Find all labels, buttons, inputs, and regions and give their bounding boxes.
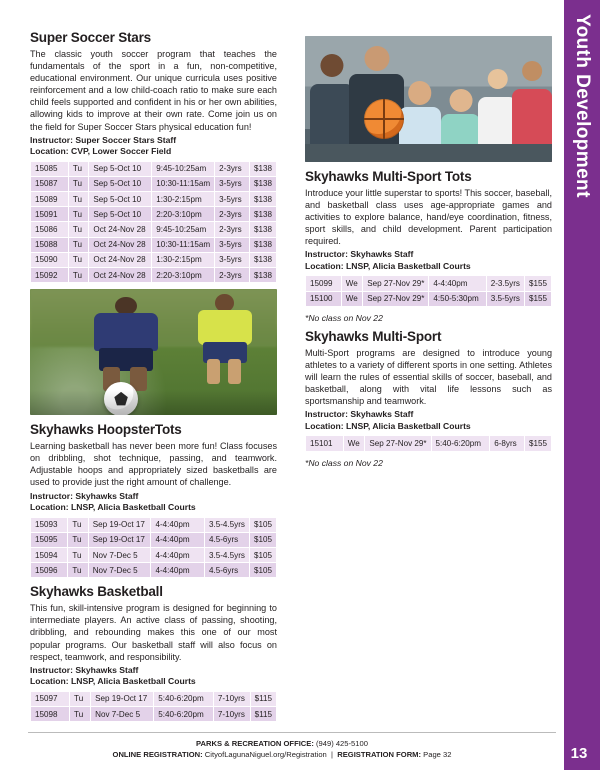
cell-day: Tu (68, 252, 89, 267)
program-location: Location: LNSP, Alicia Basketball Courts (30, 676, 196, 687)
schedule-table (30, 691, 277, 722)
photo-head (321, 54, 344, 77)
program-instructor: Instructor: Super Soccer Stars Staff (30, 134, 177, 145)
table-row[interactable] (31, 161, 277, 176)
cell-fee: $155 (524, 276, 551, 291)
table-row[interactable] (306, 436, 552, 451)
cell-day: Tu (70, 691, 91, 706)
cell-time: 4-4:40pm (429, 276, 486, 291)
program-description: Introduce your little superstar to sports! This soccer, baseball, and basketball class uses age-appropriate games and activities to explore balance, hand/eye coordination, fitness, sport skills, and child development. Parent participation required. (305, 188, 552, 247)
cell-date: Sep 27-Nov 29* (363, 276, 429, 291)
cell-day: Tu (68, 161, 89, 176)
photo-child-blue (94, 297, 158, 388)
footer-regform-label: REGISTRATION FORM: (337, 750, 422, 759)
cell-code: 15089 (31, 192, 69, 207)
cell-time: 10:30-11:15am (152, 176, 215, 191)
cell-fee: $115 (250, 706, 276, 721)
cell-date: Sep 27-Nov 29* (363, 291, 429, 306)
cell-day: Tu (68, 517, 88, 532)
cell-date: Nov 7-Dec 5 (88, 547, 151, 562)
program-instructor: Instructor: Skyhawks Staff (30, 490, 139, 501)
basketball-icon (364, 99, 404, 139)
footer-line-2 (0, 749, 564, 760)
cell-age: 3-5yrs (215, 176, 250, 191)
photo-floor (305, 144, 552, 162)
cell-date: Sep 19-Oct 17 (88, 517, 151, 532)
table-row[interactable] (31, 267, 277, 282)
cell-time: 4-4:40pm (151, 563, 205, 578)
cell-time: 9:45-10:25am (152, 222, 215, 237)
cell-code: 15085 (31, 161, 69, 176)
footer-text (0, 732, 564, 760)
cell-fee: $105 (249, 517, 276, 532)
cell-time: 2:20-3:10pm (152, 267, 215, 282)
cell-fee: $138 (249, 192, 276, 207)
cell-date: Oct 24-Nov 28 (89, 252, 152, 267)
cell-date: Nov 7-Dec 5 (91, 706, 154, 721)
cell-fee: $138 (249, 161, 276, 176)
cell-fee: $105 (249, 563, 276, 578)
program-skyhawks-multi-sport-tots (305, 169, 552, 323)
soccer-photo (30, 289, 277, 415)
cell-age: 7-10yrs (213, 691, 250, 706)
cell-date: Sep 5-Oct 10 (89, 192, 152, 207)
footer-office-phone: (949) 425-5100 (313, 739, 368, 748)
program-instructor: Instructor: Skyhawks Staff (305, 249, 414, 260)
table-row[interactable] (31, 563, 277, 578)
page-footer (0, 732, 564, 770)
cell-day: Tu (68, 237, 89, 252)
cell-time: 4:50-5:30pm (429, 291, 486, 306)
cell-fee: $138 (249, 222, 276, 237)
cell-code: 15100 (306, 291, 342, 306)
photo-leg (207, 359, 220, 384)
schedule-table (305, 275, 552, 306)
cell-date: Nov 7-Dec 5 (88, 563, 151, 578)
cell-code: 15101 (306, 436, 344, 451)
cell-code: 15093 (31, 517, 68, 532)
table-row[interactable] (31, 517, 277, 532)
program-location: Location: LNSP, Alicia Basketball Courts (30, 502, 196, 513)
program-title: Super Soccer Stars (30, 30, 151, 45)
cell-code: 15095 (31, 532, 68, 547)
photo-leg (228, 359, 241, 384)
cell-fee: $155 (524, 291, 551, 306)
cell-day: Tu (68, 176, 89, 191)
schedule-table (305, 435, 552, 451)
cell-fee: $138 (249, 207, 276, 222)
program-location: Location: LNSP, Alicia Basketball Courts (305, 260, 471, 271)
cell-fee: $115 (250, 691, 276, 706)
schedule-table (30, 517, 277, 579)
cell-time: 5:40-6:20pm (154, 691, 214, 706)
cell-age: 3.5-5yrs (486, 291, 524, 306)
cell-age: 3-5yrs (215, 237, 250, 252)
footer-separator: | (331, 750, 333, 759)
cell-time: 4-4:40pm (151, 517, 205, 532)
cell-time: 5:40-6:20pm (431, 436, 490, 451)
cell-code: 15098 (31, 706, 70, 721)
program-super-soccer-stars (30, 30, 277, 283)
cell-day: We (343, 436, 365, 451)
cell-date: Oct 24-Nov 28 (89, 222, 152, 237)
cell-code: 15088 (31, 237, 69, 252)
cell-age: 4.5-6yrs (204, 532, 249, 547)
cell-day: Tu (68, 563, 88, 578)
cell-fee: $138 (249, 176, 276, 191)
cell-day: Tu (68, 207, 89, 222)
cell-time: 10:30-11:15am (152, 237, 215, 252)
cell-date: Sep 5-Oct 10 (89, 207, 152, 222)
program-location: Location: CVP, Lower Soccer Field (30, 146, 172, 157)
cell-fee: $155 (524, 436, 551, 451)
cell-date: Oct 24-Nov 28 (89, 237, 152, 252)
section-band (564, 0, 600, 770)
cell-code: 15094 (31, 547, 68, 562)
multisport-tots-photo (305, 36, 552, 162)
page-number: 13 (570, 745, 588, 762)
cell-day: Tu (68, 267, 89, 282)
right-column (305, 30, 552, 468)
program-instructor: Instructor: Skyhawks Staff (30, 664, 139, 675)
cell-time: 4-4:40pm (151, 547, 205, 562)
cell-age: 3-5yrs (215, 252, 250, 267)
program-instructor: Instructor: Skyhawks Staff (305, 409, 414, 420)
cell-code: 15087 (31, 176, 69, 191)
cell-day: We (341, 276, 362, 291)
photo-head (408, 81, 432, 105)
cell-fee: $138 (249, 237, 276, 252)
photo-head (364, 46, 389, 71)
table-row[interactable] (31, 532, 277, 547)
cell-time: 1:30-2:15pm (152, 192, 215, 207)
photo-shirt (198, 310, 252, 345)
program-title: Skyhawks Multi-Sport (305, 328, 442, 344)
cell-age: 2-3yrs (215, 161, 250, 176)
cell-age: 3-5yrs (215, 192, 250, 207)
table-row[interactable] (31, 176, 277, 191)
footer-office-label: PARKS & RECREATION OFFICE: (196, 739, 314, 748)
table-row[interactable] (31, 252, 277, 267)
cell-time: 9:45-10:25am (152, 161, 215, 176)
table-row[interactable] (31, 706, 277, 721)
cell-time: 2:20-3:10pm (152, 207, 215, 222)
section-title: Youth Development (572, 14, 593, 198)
schedule-table (30, 161, 277, 284)
cell-date: Sep 19-Oct 17 (91, 691, 154, 706)
footer-line-1 (0, 738, 564, 749)
table-row[interactable] (31, 237, 277, 252)
cell-day: Tu (68, 222, 89, 237)
footer-online-url[interactable]: CityofLagunaNiguel.org/Registration (202, 750, 327, 759)
cell-age: 2-3yrs (215, 207, 250, 222)
cell-day: Tu (70, 706, 91, 721)
program-description: Learning basketball has never been more fun! Class focuses on dribbling, shot technique, passing, and teamwork. Adjustable hoops and appropriately sized basketballs are used to provide just the right amount of challenge. (30, 441, 277, 488)
cell-day: We (341, 291, 362, 306)
program-title: Skyhawks HoopsterTots (30, 422, 182, 438)
cell-code: 15097 (31, 691, 70, 706)
photo-head (449, 89, 472, 112)
cell-age: 2-3yrs (215, 267, 250, 282)
cell-code: 15091 (31, 207, 69, 222)
photo-head (487, 69, 508, 90)
photo-shirt (94, 313, 158, 351)
program-description: This fun, skill-intensive program is designed for beginning to intermediate players. An active class of passing, shooting, dribbling, and rebounding makes this one of our most popular programs. Our basketball staff will also focus on respect, teamwork, and responsibility. (30, 603, 277, 662)
cell-date: Sep 27-Nov 29* (365, 436, 431, 451)
cell-code: 15092 (31, 267, 69, 282)
cell-age: 2-3yrs (215, 222, 250, 237)
cell-date: Sep 5-Oct 10 (89, 176, 152, 191)
program-description: The classic youth soccer program that teaches the fundamentals of the sport in a fun, non-competitive, educational environment. Our unique curricula uses positive reinforcement and a low child-coach ratio to make sure each child feels supported and confident in his or her own abilities, allowing kids to improve at their own rate. Come join us on the field for Super Soccer Stars physical education fun! (30, 49, 277, 132)
cell-age: 3.5-4.5yrs (204, 517, 249, 532)
cell-fee: $138 (249, 267, 276, 282)
program-skyhawks-hoopstertots (30, 422, 277, 578)
table-row[interactable] (31, 547, 277, 562)
program-skyhawks-multi-sport (305, 329, 552, 468)
program-title: Skyhawks Multi-Sport Tots (305, 169, 472, 184)
cell-date: Sep 19-Oct 17 (88, 532, 151, 547)
cell-age: 6-8yrs (490, 436, 525, 451)
cell-day: Tu (68, 547, 88, 562)
cell-day: Tu (68, 192, 89, 207)
cell-date: Sep 5-Oct 10 (89, 161, 152, 176)
table-row[interactable] (31, 222, 277, 237)
cell-time: 4-4:40pm (151, 532, 205, 547)
program-description: Multi-Sport programs are designed to introduce young athletes to a variety of different sports in one setting. Athletes will learn the rules of essential skills of soccer, baseball, and basketball, along with vital life lessons such as sportsmanship and teamwork. (305, 347, 552, 407)
program-note: *No class on Nov 22 (305, 457, 383, 468)
photo-head (522, 61, 542, 81)
cell-age: 4.5-6yrs (204, 563, 249, 578)
cell-time: 1:30-2:15pm (152, 252, 215, 267)
photo-child-yellow (198, 294, 252, 382)
cell-code: 15090 (31, 252, 69, 267)
table-row[interactable] (31, 192, 277, 207)
table-row[interactable] (31, 207, 277, 222)
footer-regform-page: Page 32 (421, 750, 452, 759)
photo-shadow (30, 390, 277, 415)
program-location: Location: LNSP, Alicia Basketball Courts (305, 420, 471, 431)
cell-time: 5:40-6:20pm (154, 706, 214, 721)
program-note: *No class on Nov 22 (305, 312, 383, 323)
cell-code: 15096 (31, 563, 68, 578)
footer-divider (28, 732, 556, 733)
cell-day: Tu (68, 532, 88, 547)
program-title: Skyhawks Basketball (30, 584, 163, 600)
footer-online-label: ONLINE REGISTRATION: (112, 750, 203, 759)
cell-fee: $138 (249, 252, 276, 267)
left-column (30, 30, 277, 728)
cell-code: 15099 (306, 276, 342, 291)
cell-age: 3.5-4.5yrs (204, 547, 249, 562)
cell-date: Oct 24-Nov 28 (89, 267, 152, 282)
cell-fee: $105 (249, 547, 276, 562)
cell-code: 15086 (31, 222, 69, 237)
cell-age: 7-10yrs (213, 706, 250, 721)
table-row[interactable] (306, 276, 552, 291)
program-skyhawks-basketball (30, 584, 277, 722)
table-row[interactable] (306, 291, 552, 306)
table-row[interactable] (31, 691, 277, 706)
cell-fee: $105 (249, 532, 276, 547)
cell-age: 2-3.5yrs (486, 276, 524, 291)
